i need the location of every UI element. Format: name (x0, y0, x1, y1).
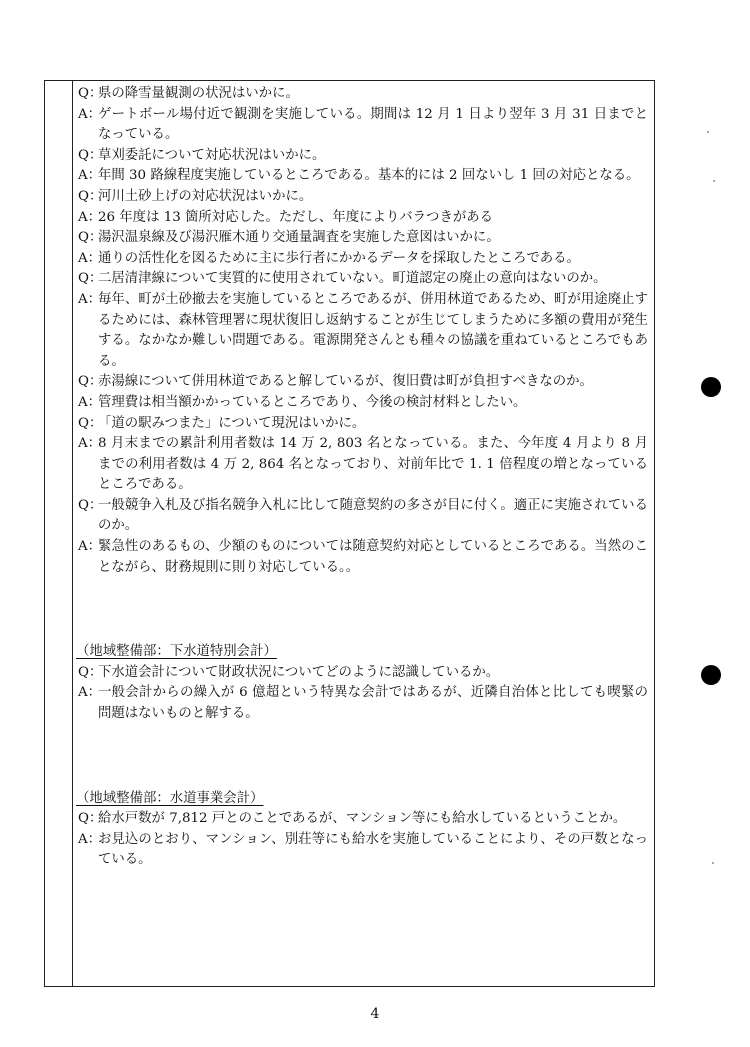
frame-right-border (654, 81, 655, 986)
qa-item: Q： 湯沢温泉線及び湯沢雁木通り交通量調査を実施した意図はいかに。 (78, 230, 500, 246)
qa-item: A： 一般会計からの繰入が 6 億超という特異な会計ではあるが、近隣自治体と比しても喫緊の問題はないものと解する。 (78, 685, 648, 722)
frame-left-border (44, 81, 45, 986)
qa-item: A： 26 年度は 13 箇所対応した。ただし、年度によりバラつきがある (78, 209, 494, 225)
qa-general-list (78, 84, 648, 578)
qa-item: A： お見込のとおり、マンション、別荘等にも給水を実施していることにより、その戸数となっている。 (78, 831, 648, 868)
qa-item: Q： 二居清津線について実質的に使用されていない。町道認定の廃止の意向はないのか。 (78, 271, 607, 287)
binder-hole-bottom (701, 665, 721, 685)
section-title-water: （地域整備部：水道事業会計） (76, 790, 264, 806)
qa-item: Q： 給水戸数が 7,812 戸とのことであるが、マンション等にも給水しているということか。 (78, 811, 627, 827)
section-spacer (78, 725, 648, 789)
qa-item: Q： 「道の駅みつまた」について現況はいかに。 (78, 415, 366, 431)
section-spacer (78, 578, 648, 642)
qa-item: A： 年間 30 路線程度実施しているところである。基本的には 2 回ないし 1 回の対応となる。 (78, 168, 640, 184)
section-title-sewer: （地域整備部：下水道特別会計） (76, 644, 277, 660)
qa-item: A： 毎年、町が土砂撤去を実施しているところであるが、併用林道であるため、町が用途廃止するためには、森林管理署に現状復旧し返納することが生じてしまうために多額の費用が発生する。なかなか難しい問題である。電源開発さんとも種々の協議を重ねているところでもある。 (78, 291, 648, 369)
section-sewer (78, 642, 648, 724)
scan-speck (712, 862, 714, 864)
qa-item: A： 8 月末までの累計利用者数は 14 万 2, 803 名となっている。また、今年度 4 月より 8 月までの利用者数は 4 万 2, 864 名となっており、対前年比で 1. 1 倍程度の増となっているところである。 (78, 436, 648, 493)
qa-item: Q： 一般競争入札及び指名競争入札に比して随意契約の多さが目に付く。適正に実施されているのか。 (78, 497, 648, 534)
qa-item: Q： 下水道会計について財政状況についてどのように認識しているか。 (78, 664, 500, 680)
minutes-content (78, 84, 648, 871)
qa-item: A： ゲートボール場付近で観測を実施している。期間は 12 月 1 日より翌年 3 月 31 日までとなっている。 (78, 106, 648, 143)
binder-hole-top (701, 377, 721, 397)
frame-inner-border (72, 81, 73, 986)
section-water (78, 789, 648, 871)
qa-item: A： 管理費は相当額かかっているところであり、今後の検討材料としたい。 (78, 394, 527, 410)
page-number: 4 (370, 1006, 380, 1022)
qa-item: Q： 河川土砂上げの対応状況はいかに。 (78, 188, 313, 204)
scan-speck (707, 131, 709, 133)
qa-item: Q： 赤湯線について併用林道であると解しているが、復旧費は町が負担すべきなのか。 (78, 374, 593, 390)
scan-speck (713, 180, 715, 182)
qa-item: Q： 県の降雪量観測の状況はいかに。 (78, 86, 299, 101)
qa-item: A： 通りの活性化を図るために主に歩行者にかかるデータを採取したところである。 (78, 250, 580, 266)
qa-item: Q： 草刈委託について対応状況はいかに。 (78, 147, 326, 163)
qa-item: A： 緊急性のあるもの、少額のものについては随意契約対応としているところである。当然のことながら、財務規則に則り対応している。。 (78, 539, 648, 575)
